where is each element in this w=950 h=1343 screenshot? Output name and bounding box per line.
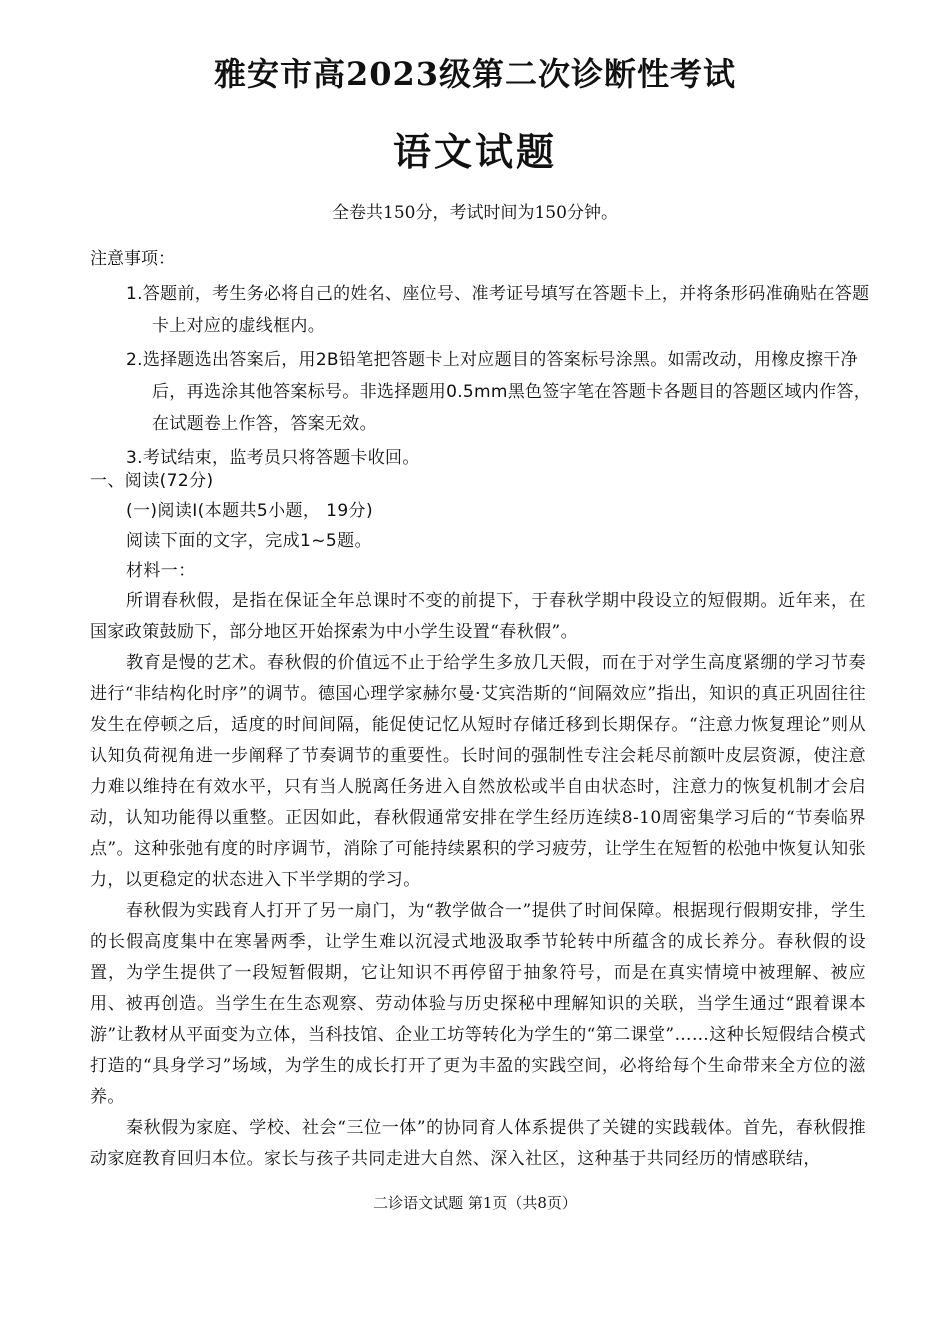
passage-paragraph: 春秋假为实践育人打开了另一扇门，为“教学做合一”提供了时间保障。根据现行假期安排，学生的长假高度集中在寒暑两季，让学生难以沉浸式地汲取季节轮转中所蕴含的成长养分。春秋假的设置，为学生提供了一段短暂假期，它让知识不再停留于抽象符号，而是在真实情境中被理解、被应用、被再创造。当学生在生态观察、劳动体验与历史探秘中理解知识的关联，当学生通过“跟着课本游”让教材从平面变为立体，当科技馆、企业工坊等转化为学生的“第二课堂”……这种长短假结合模式打造的“具身学习”场域，为学生的成长打开了更为丰盈的实践空间，必将给每个生命带来全方位的滋养。 — [90, 901, 866, 1107]
notice-block — [90, 246, 880, 476]
exam-title: 雅安市高2023级第二次诊断性考试 — [213, 55, 737, 93]
exam-info: 全卷共150分，考试时间为150分钟。 — [332, 203, 618, 223]
reading-section — [90, 466, 866, 1175]
passage-paragraph: 所谓春秋假，是指在保证全年总课时不变的前提下，于春秋学期中段设立的短假期。近年来，在国家政策鼓励下，部分地区开始探索为中小学生设置“春秋假”。 — [90, 591, 866, 642]
subject-title: 语文试题 — [392, 129, 557, 174]
material-label: 材料一： — [126, 561, 196, 581]
notice-item: 1.答题前，考生务必将自己的姓名、座位号、准考证号填写在答题卡上，并将条形码准确贴在答题卡上对应的虚线框内。 — [126, 284, 870, 336]
notice-item: 2.选择题选出答案后，用2B铅笔把答题卡上对应题目的答案标号涂黑。如需改动，用橡皮擦干净后，再选涂其他答案标号。非选择题用0.5mm黑色签字笔在答题卡各题目的答题区域内作答，在试题卷上作答，答案无效。 — [126, 350, 872, 434]
passage-paragraph: 教育是慢的艺术。春秋假的价值远不止于给学生多放几天假，而在于对学生高度紧绷的学习节奏进行“非结构化时序”的调节。德国心理学家赫尔曼·艾宾浩斯的“间隔效应”指出，知识的真正巩固往往发生在停顿之后，适度的时间间隔，能促使记忆从短时存储迁移到长期保存。“注意力恢复理论”则从认知负荷视角进一步阐释了节奏调节的重要性。长时间的强制性专注会耗尽前额叶皮层资源，使注意力难以维持在有效水平，只有当人脱离任务进入自然放松或半自由状态时，注意力的恢复机制才会启动，认知功能得以重整。正因如此，春秋假通常安排在学生经历连续8-10周密集学习后的“节奏临界点”。这种张弛有度的时序调节，消除了可能持续累积的学习疲劳，让学生在短暂的松弛中恢复认知张力，以更稳定的状态进入下半学期的学习。 — [90, 653, 866, 890]
notice-heading: 注意事项： — [90, 249, 175, 269]
subsection-heading: (一)阅读Ⅰ(本题共5小题， 19分) — [126, 501, 373, 521]
passage-paragraph: 秦秋假为家庭、学校、社会“三位一体”的协同育人体系提供了关键的实践载体。首先，春秋假推动家庭教育回归本位。家长与孩子共同走进大自然、深入社区，这种基于共同经历的情感联结， — [90, 1118, 866, 1169]
notice-item: 3.考试结束，监考员只将答题卡收回。 — [126, 448, 420, 468]
reading-instruction: 阅读下面的文字，完成1~5题。 — [126, 531, 372, 551]
section-heading: 一、阅读(72分) — [90, 471, 214, 491]
page-footer: 二诊语文试题 第1页（共8页） — [373, 1194, 577, 1212]
